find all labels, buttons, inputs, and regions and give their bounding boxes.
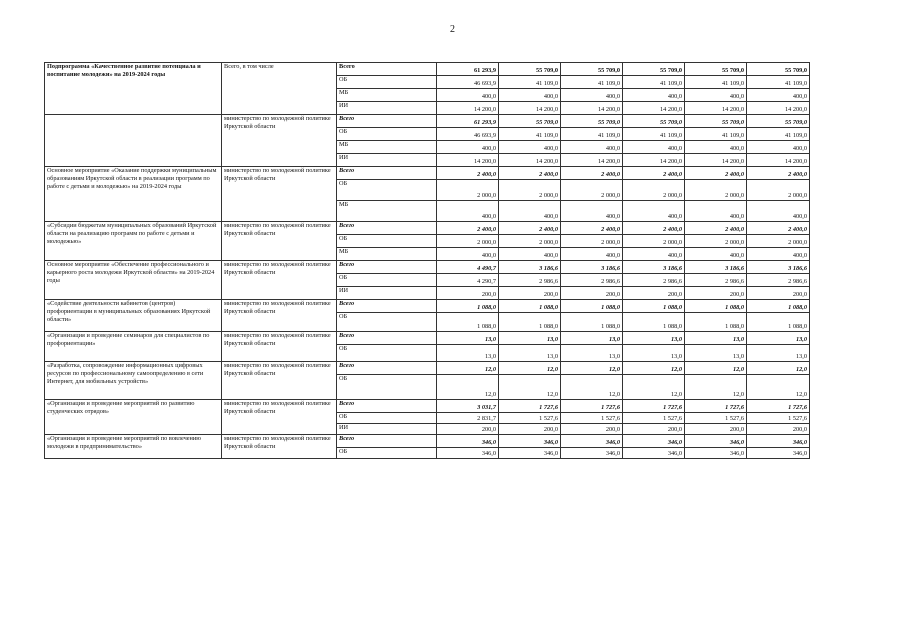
amount-cell: 55 709,0 [623, 115, 685, 128]
amount-cell: 13,0 [623, 332, 685, 345]
amount-cell: 2 400,0 [623, 167, 685, 180]
funding-source-cell: ОБ [337, 235, 437, 248]
funding-source-cell: МБ [337, 141, 437, 154]
amount-cell: 400,0 [561, 141, 623, 154]
amount-cell: 346,0 [499, 448, 561, 459]
amount-cell: 1 088,0 [437, 313, 499, 332]
amount-cell: 14 200,0 [747, 102, 810, 115]
amount-cell: 2 000,0 [561, 235, 623, 248]
amount-cell: 12,0 [499, 362, 561, 375]
amount-cell: 400,0 [437, 248, 499, 261]
amount-cell: 2 400,0 [499, 222, 561, 235]
amount-cell: 55 709,0 [561, 63, 623, 76]
amount-cell: 1 727,6 [747, 400, 810, 413]
amount-cell: 12,0 [623, 375, 685, 400]
amount-cell: 14 200,0 [437, 102, 499, 115]
amount-cell: 12,0 [747, 375, 810, 400]
amount-cell: 55 709,0 [747, 63, 810, 76]
amount-cell: 2 000,0 [747, 235, 810, 248]
funding-source-cell: ИИ [337, 102, 437, 115]
funding-source-cell: Всего [337, 362, 437, 375]
amount-cell: 55 709,0 [499, 63, 561, 76]
amount-cell: 12,0 [747, 362, 810, 375]
amount-cell: 2 000,0 [499, 235, 561, 248]
amount-cell: 2 400,0 [499, 167, 561, 180]
amount-cell: 13,0 [561, 332, 623, 345]
amount-cell: 1 727,6 [499, 400, 561, 413]
amount-cell: 12,0 [437, 375, 499, 400]
amount-cell: 13,0 [685, 332, 747, 345]
amount-cell: 2 986,6 [499, 274, 561, 287]
amount-cell: 55 709,0 [561, 115, 623, 128]
amount-cell: 41 109,0 [685, 76, 747, 89]
amount-cell: 400,0 [747, 141, 810, 154]
amount-cell: 346,0 [437, 435, 499, 448]
amount-cell: 1 088,0 [685, 313, 747, 332]
amount-cell: 346,0 [623, 448, 685, 459]
amount-cell: 55 709,0 [685, 63, 747, 76]
amount-cell: 12,0 [437, 362, 499, 375]
executor-cell: министерство по молодежной политике Иркутской области [222, 332, 337, 362]
amount-cell: 1 088,0 [623, 300, 685, 313]
amount-cell: 400,0 [499, 89, 561, 102]
executor-cell: министерство по молодежной политике Иркутской области [222, 167, 337, 222]
amount-cell: 400,0 [623, 248, 685, 261]
table-row [45, 400, 810, 413]
activity-name-cell: «Организация и проведение семинаров для специалистов по профориентации» [45, 332, 222, 362]
amount-cell: 2 986,6 [747, 274, 810, 287]
amount-cell: 41 109,0 [499, 128, 561, 141]
amount-cell: 2 400,0 [623, 222, 685, 235]
amount-cell: 2 000,0 [623, 180, 685, 201]
funding-source-cell: Всего [337, 222, 437, 235]
amount-cell: 13,0 [747, 345, 810, 362]
table-row [45, 362, 810, 375]
amount-cell: 200,0 [499, 287, 561, 300]
amount-cell: 13,0 [499, 345, 561, 362]
amount-cell: 55 709,0 [685, 115, 747, 128]
amount-cell: 1 727,6 [685, 400, 747, 413]
amount-cell: 12,0 [623, 362, 685, 375]
amount-cell: 3 031,7 [437, 400, 499, 413]
amount-cell: 400,0 [623, 89, 685, 102]
amount-cell: 346,0 [685, 448, 747, 459]
amount-cell: 3 186,6 [747, 261, 810, 274]
amount-cell: 346,0 [747, 435, 810, 448]
funding-source-cell: ОБ [337, 274, 437, 287]
amount-cell: 41 109,0 [499, 76, 561, 89]
amount-cell: 200,0 [623, 287, 685, 300]
activity-name-cell: Подпрограмма «Качественное развитие потенциала и воспитание молодежи» на 2019-2024 годы [45, 63, 222, 115]
funding-source-cell: ОБ [337, 128, 437, 141]
amount-cell: 1 527,6 [623, 413, 685, 424]
funding-source-cell: ОБ [337, 313, 437, 332]
amount-cell: 400,0 [685, 201, 747, 222]
amount-cell: 14 200,0 [623, 102, 685, 115]
amount-cell: 12,0 [685, 362, 747, 375]
amount-cell: 41 109,0 [685, 128, 747, 141]
amount-cell: 2 000,0 [561, 180, 623, 201]
amount-cell: 1 527,6 [499, 413, 561, 424]
amount-cell: 346,0 [561, 448, 623, 459]
amount-cell: 46 693,9 [437, 76, 499, 89]
amount-cell: 1 527,6 [747, 413, 810, 424]
amount-cell: 1 727,6 [561, 400, 623, 413]
budget-table [44, 62, 810, 459]
amount-cell: 1 527,6 [561, 413, 623, 424]
amount-cell: 200,0 [685, 424, 747, 435]
amount-cell: 14 200,0 [685, 154, 747, 167]
amount-cell: 41 109,0 [623, 128, 685, 141]
executor-cell: Всего, в том числе [222, 63, 337, 115]
amount-cell: 14 200,0 [437, 154, 499, 167]
amount-cell: 3 186,6 [623, 261, 685, 274]
amount-cell: 400,0 [685, 141, 747, 154]
funding-source-cell: Всего [337, 332, 437, 345]
table-row [45, 115, 810, 128]
funding-source-cell: ИИ [337, 154, 437, 167]
amount-cell: 400,0 [623, 201, 685, 222]
amount-cell: 4 290,7 [437, 274, 499, 287]
amount-cell: 14 200,0 [747, 154, 810, 167]
amount-cell: 200,0 [623, 424, 685, 435]
activity-name-cell [45, 115, 222, 167]
amount-cell: 400,0 [437, 89, 499, 102]
amount-cell: 55 709,0 [499, 115, 561, 128]
amount-cell: 1 527,6 [685, 413, 747, 424]
amount-cell: 1 088,0 [561, 313, 623, 332]
activity-name-cell: «Содействие деятельности кабинетов (центров) профориентации в муниципальных образованиях Иркутской области» [45, 300, 222, 332]
amount-cell: 1 088,0 [499, 313, 561, 332]
activity-name-cell: «Организация и проведение мероприятий по развитию студенческих отрядов» [45, 400, 222, 435]
amount-cell: 41 109,0 [561, 76, 623, 89]
amount-cell: 13,0 [623, 345, 685, 362]
amount-cell: 14 200,0 [623, 154, 685, 167]
amount-cell: 400,0 [561, 201, 623, 222]
amount-cell: 3 186,6 [685, 261, 747, 274]
amount-cell: 200,0 [561, 424, 623, 435]
executor-cell: министерство по молодежной политике Иркутской области [222, 222, 337, 261]
amount-cell: 2 400,0 [685, 167, 747, 180]
amount-cell: 12,0 [561, 362, 623, 375]
executor-cell: министерство по молодежной политике Иркутской области [222, 435, 337, 459]
amount-cell: 2 400,0 [561, 222, 623, 235]
amount-cell: 2 831,7 [437, 413, 499, 424]
table-row [45, 261, 810, 274]
amount-cell: 14 200,0 [561, 154, 623, 167]
amount-cell: 400,0 [747, 248, 810, 261]
amount-cell: 14 200,0 [685, 102, 747, 115]
amount-cell: 12,0 [499, 375, 561, 400]
amount-cell: 2 400,0 [747, 222, 810, 235]
funding-source-cell: ОБ [337, 448, 437, 459]
amount-cell: 55 709,0 [747, 115, 810, 128]
amount-cell: 400,0 [437, 201, 499, 222]
executor-cell: министерство по молодежной политике Иркутской области [222, 362, 337, 400]
activity-name-cell: «Организация и проведение мероприятий по вовлечению молодежи в предпринимательство» [45, 435, 222, 459]
amount-cell: 200,0 [747, 287, 810, 300]
amount-cell: 1 088,0 [747, 300, 810, 313]
amount-cell: 400,0 [561, 89, 623, 102]
funding-source-cell: ОБ [337, 180, 437, 201]
table-row [45, 167, 810, 180]
executor-cell: министерство по молодежной политике Иркутской области [222, 300, 337, 332]
amount-cell: 41 109,0 [747, 128, 810, 141]
amount-cell: 200,0 [437, 287, 499, 300]
amount-cell: 400,0 [747, 201, 810, 222]
funding-source-cell: Всего [337, 115, 437, 128]
amount-cell: 400,0 [437, 141, 499, 154]
amount-cell: 1 727,6 [623, 400, 685, 413]
amount-cell: 200,0 [685, 287, 747, 300]
amount-cell: 400,0 [747, 89, 810, 102]
amount-cell: 41 109,0 [747, 76, 810, 89]
amount-cell: 400,0 [499, 201, 561, 222]
amount-cell: 3 186,6 [499, 261, 561, 274]
executor-cell: министерство по молодежной политике Иркутской области [222, 115, 337, 167]
amount-cell: 200,0 [561, 287, 623, 300]
amount-cell: 2 000,0 [437, 180, 499, 201]
funding-source-cell: Всего [337, 300, 437, 313]
amount-cell: 400,0 [561, 248, 623, 261]
amount-cell: 346,0 [499, 435, 561, 448]
amount-cell: 46 693,9 [437, 128, 499, 141]
amount-cell: 400,0 [499, 248, 561, 261]
activity-name-cell: Основное мероприятие «Обеспечение профессионального и карьерного роста молодежи Иркутской области» на 2019-2024 годы [45, 261, 222, 300]
amount-cell: 1 088,0 [685, 300, 747, 313]
amount-cell: 2 400,0 [685, 222, 747, 235]
amount-cell: 13,0 [437, 345, 499, 362]
amount-cell: 1 088,0 [561, 300, 623, 313]
funding-source-cell: Всего [337, 435, 437, 448]
executor-cell: министерство по молодежной политике Иркутской области [222, 400, 337, 435]
table-row [45, 63, 810, 76]
amount-cell: 2 986,6 [685, 274, 747, 287]
funding-source-cell: ОБ [337, 76, 437, 89]
funding-source-cell: МБ [337, 89, 437, 102]
amount-cell: 2 000,0 [437, 235, 499, 248]
amount-cell: 2 000,0 [499, 180, 561, 201]
amount-cell: 400,0 [685, 89, 747, 102]
amount-cell: 2 000,0 [685, 180, 747, 201]
amount-cell: 400,0 [499, 141, 561, 154]
amount-cell: 1 088,0 [747, 313, 810, 332]
amount-cell: 13,0 [561, 345, 623, 362]
amount-cell: 2 400,0 [561, 167, 623, 180]
funding-source-cell: МБ [337, 248, 437, 261]
table-row [45, 332, 810, 345]
amount-cell: 200,0 [747, 424, 810, 435]
amount-cell: 200,0 [437, 424, 499, 435]
amount-cell: 61 293,9 [437, 115, 499, 128]
amount-cell: 400,0 [685, 248, 747, 261]
amount-cell: 2 000,0 [685, 235, 747, 248]
activity-name-cell: «Разработка, сопровождение информационных цифровых ресурсов по профессиональному самоопределению в сети Интернет, для мобильных устройств» [45, 362, 222, 400]
amount-cell: 3 186,6 [561, 261, 623, 274]
amount-cell: 2 400,0 [437, 167, 499, 180]
funding-source-cell: Всего [337, 261, 437, 274]
amount-cell: 14 200,0 [561, 102, 623, 115]
amount-cell: 4 490,7 [437, 261, 499, 274]
amount-cell: 13,0 [747, 332, 810, 345]
amount-cell: 55 709,0 [623, 63, 685, 76]
amount-cell: 2 400,0 [437, 222, 499, 235]
amount-cell: 2 000,0 [747, 180, 810, 201]
funding-source-cell: Всего [337, 167, 437, 180]
funding-source-cell: ОБ [337, 413, 437, 424]
executor-cell: министерство по молодежной политике Иркутской области [222, 261, 337, 300]
activity-name-cell: Основное мероприятие «Оказание поддержки муниципальным образованиям Иркутской области в реализации программ по работе с детьми и молодежью» на 2019-2024 годы [45, 167, 222, 222]
amount-cell: 400,0 [623, 141, 685, 154]
amount-cell: 13,0 [499, 332, 561, 345]
amount-cell: 41 109,0 [561, 128, 623, 141]
amount-cell: 1 088,0 [499, 300, 561, 313]
table-row [45, 300, 810, 313]
table-row [45, 222, 810, 235]
funding-source-cell: ИИ [337, 287, 437, 300]
amount-cell: 1 088,0 [437, 300, 499, 313]
funding-source-cell: ОБ [337, 345, 437, 362]
amount-cell: 12,0 [685, 375, 747, 400]
amount-cell: 61 293,9 [437, 63, 499, 76]
funding-source-cell: МБ [337, 201, 437, 222]
amount-cell: 346,0 [623, 435, 685, 448]
amount-cell: 13,0 [685, 345, 747, 362]
amount-cell: 2 400,0 [747, 167, 810, 180]
funding-source-cell: ИИ [337, 424, 437, 435]
amount-cell: 346,0 [747, 448, 810, 459]
funding-source-cell: Всего [337, 400, 437, 413]
amount-cell: 2 000,0 [623, 235, 685, 248]
table-row [45, 435, 810, 448]
amount-cell: 346,0 [685, 435, 747, 448]
amount-cell: 346,0 [437, 448, 499, 459]
amount-cell: 1 088,0 [623, 313, 685, 332]
amount-cell: 2 986,6 [623, 274, 685, 287]
amount-cell: 14 200,0 [499, 102, 561, 115]
amount-cell: 13,0 [437, 332, 499, 345]
amount-cell: 346,0 [561, 435, 623, 448]
amount-cell: 2 986,6 [561, 274, 623, 287]
amount-cell: 200,0 [499, 424, 561, 435]
amount-cell: 14 200,0 [499, 154, 561, 167]
activity-name-cell: «Субсидии бюджетам муниципальных образований Иркутской области на реализацию программ по работе с детьми и молодежью» [45, 222, 222, 261]
page-number: 2 [450, 24, 455, 35]
amount-cell: 12,0 [561, 375, 623, 400]
funding-source-cell: Всего [337, 63, 437, 76]
amount-cell: 41 109,0 [623, 76, 685, 89]
funding-source-cell: ОБ [337, 375, 437, 400]
